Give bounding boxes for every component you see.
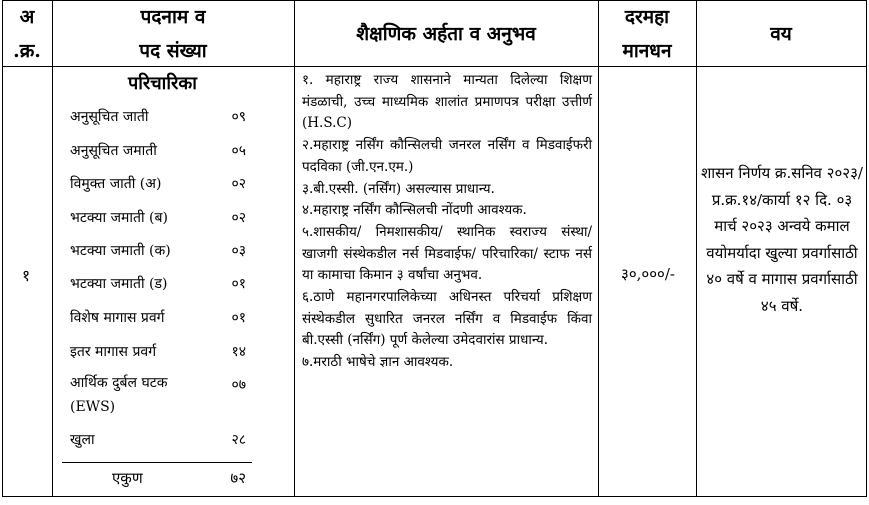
header-age: वय <box>770 23 792 45</box>
qualification-item: २.महाराष्ट्र नर्सिंग कौन्सिलची जनरल नर्सिंग व मिडवाईफरी पदविका (जी.एन.एम.) <box>302 137 592 175</box>
header-pay <box>598 0 696 68</box>
header-pay-line2: मानधन <box>622 40 672 62</box>
table-border-bottom <box>2 496 866 497</box>
category-name: विमुक्त जाती (अ) <box>70 176 162 192</box>
category-row <box>70 170 250 198</box>
category-name: भटक्या जमाती (ड) <box>70 276 168 292</box>
age-limit: शासन निर्णय क्र.सनिव २०२३/प्र.क्र.१४/कार्या १२ दि. ०३ मार्च २०२३ अन्वये कमाल वयोमर्यादा खुल्या प्रवर्गासाठी ४० वर्षे व मागास प्रवर्गासाठी ४५ वर्षे. <box>701 164 863 315</box>
serial-number: १ <box>21 266 31 285</box>
category-name: विशेष मागास प्रवर्ग <box>70 310 165 326</box>
header-post <box>52 0 294 68</box>
qualification-item: ७.मराठी भाषेचे ज्ञान आवश्यक. <box>302 354 454 371</box>
category-name: अनुसूचित जाती <box>70 109 149 125</box>
category-count: ०९ <box>231 109 246 125</box>
total-row <box>70 464 250 492</box>
category-row <box>70 103 250 131</box>
category-name: अनुसूचित जमाती <box>70 143 157 159</box>
category-row <box>70 204 250 232</box>
category-name: भटक्या जमाती (क) <box>70 243 171 259</box>
total-label: एकुण <box>112 469 143 487</box>
monthly-pay: ३०,०००/- <box>621 265 675 283</box>
category-count: ०१ <box>231 310 246 326</box>
qualification-item: १. महाराष्ट्र राज्य शासनाने मान्यता दिलेल्या शिक्षण मंडळाची, उच्च माध्यमिक शालांत प्रमाणपत्र परीक्षा उत्तीर्ण (H.S.C) <box>302 72 592 132</box>
column-divider <box>696 0 697 497</box>
category-count: ०२ <box>231 176 246 192</box>
table-border-right <box>866 0 867 497</box>
category-row <box>70 338 250 366</box>
category-row <box>70 270 250 298</box>
category-row <box>70 304 250 332</box>
category-count: ०५ <box>231 143 246 159</box>
header-pay-line1: दरमहा <box>624 6 670 28</box>
column-divider <box>52 0 53 497</box>
category-name: भटक्या जमाती (ब) <box>70 210 168 226</box>
category-count: ०१ <box>231 276 246 292</box>
category-row <box>70 371 250 421</box>
category-count: ०७ <box>231 377 246 393</box>
header-sr-no <box>2 0 52 68</box>
header-post-line2: पद संख्या <box>139 40 207 62</box>
category-name: इतर मागास प्रवर्ग <box>70 344 157 360</box>
category-name: आर्थिक दुर्बल घटक (EWS) <box>70 375 168 415</box>
category-count: ०३ <box>231 243 246 259</box>
qualification-item: ५.शासकीय/ निमशासकीय/ स्थानिक स्वराज्य संस्था/ खाजगी संस्थेकडील नर्स मिडवाईफ/ परिचारिका/ स्टाफ नर्स या कामाचा किमान ३ वर्षांचा अनुभव. <box>302 223 592 284</box>
qualification-list <box>302 70 592 374</box>
category-row <box>70 137 250 165</box>
header-sr-line1: अ <box>19 6 35 28</box>
category-count: ०२ <box>231 210 246 226</box>
header-post-line1: पदनाम व <box>140 6 206 28</box>
header-sr-line2: .क्र. <box>13 40 41 62</box>
qualification-item: ४.महाराष्ट्र नर्सिंग कौन्सिलची नोंदणी आवश्यक. <box>302 202 527 219</box>
header-qualification: शैक्षणिक अर्हता व अनुभव <box>356 23 536 45</box>
column-divider <box>598 0 599 497</box>
total-separator <box>62 462 252 463</box>
category-row <box>70 237 250 265</box>
qualification-item: ३.बी.एस्सी. (नर्सिंग) असल्यास प्राधान्य. <box>302 180 495 197</box>
table-border-left <box>2 0 3 497</box>
total-count: ७२ <box>230 469 246 487</box>
category-name: खुला <box>70 432 95 448</box>
column-divider <box>294 0 295 497</box>
post-title: परिचारिका <box>128 73 197 94</box>
category-count: १४ <box>231 344 246 360</box>
category-count: २८ <box>231 432 246 448</box>
category-row <box>70 426 250 454</box>
qualification-item: ६.ठाणे महानगरपालिकेच्या अधिनस्त परिचर्या प्रशिक्षण संस्थेकडील सुधारित जनरल नर्सिंग व मिडवाईफ किंवा बी.एस्सी (नर्सिंग) पूर्ण केलेल्या उमेदवारांस प्राधान्य. <box>302 289 592 349</box>
